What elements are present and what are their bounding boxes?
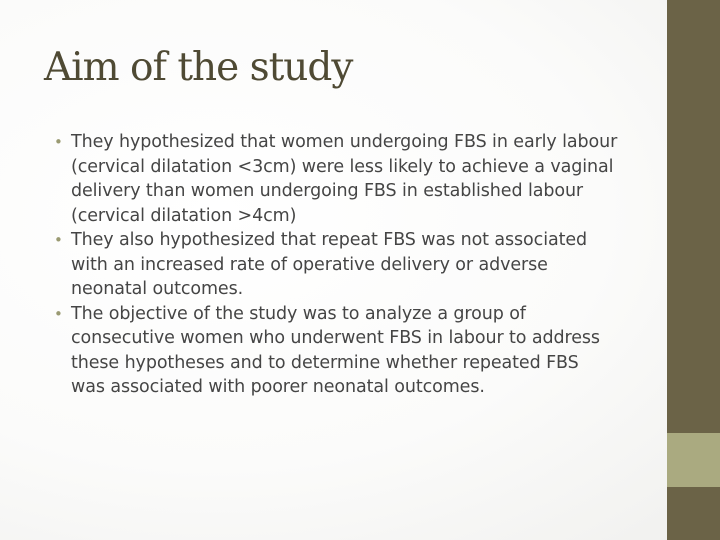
side-bar-accent [667, 433, 720, 487]
bullet-item-objective [54, 302, 654, 400]
bullet-dot-icon: • [54, 231, 63, 249]
bullet-dot-icon: • [54, 133, 63, 151]
slide-title: Aim of the study [44, 45, 353, 90]
bullet-list [54, 130, 654, 400]
bullet-dot-icon: • [54, 304, 63, 323]
bullet-text: They also hypothesized that repeat FBS was not associated with an increased rate of operative delivery or adverse neonatal outcomes. [71, 230, 588, 299]
bullet-item-hypothesis-early-labour [54, 130, 654, 228]
bullet-text: The objective of the study was to analyze a group of consecutive women who underwent FBS in labour to address these hypotheses and to determine whether repeated FBS was associated with poorer neonatal outcomes. [71, 303, 600, 397]
bullet-item-hypothesis-repeat-fbs [54, 228, 654, 302]
bullet-text: They hypothesized that women undergoing FBS in early labour (cervical dilatation <3cm) were less likely to achieve a vaginal delivery than women undergoing FBS in established labour (cervical dilatation >4cm) [71, 132, 618, 226]
